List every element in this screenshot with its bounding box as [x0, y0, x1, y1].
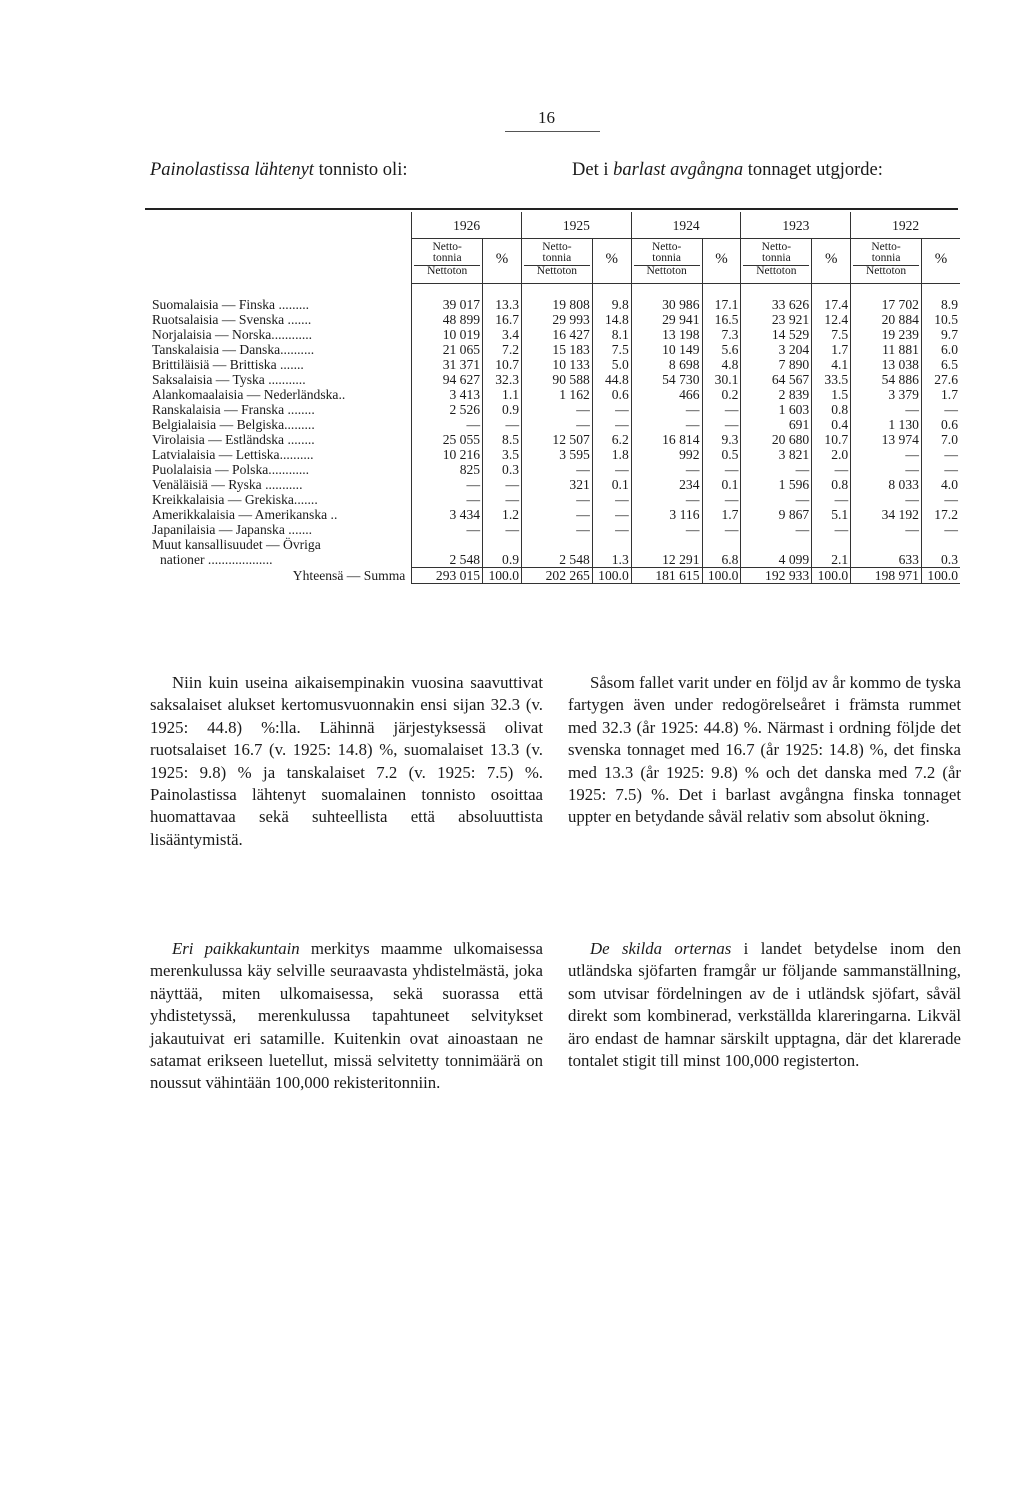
year-header: 1924 — [631, 212, 741, 239]
net-tonnage-cell: 54 886 — [851, 372, 922, 387]
table-row — [150, 432, 960, 447]
net-tonnage-cell: — — [851, 462, 922, 477]
heading-finnish — [150, 160, 407, 181]
percent-cell: — — [592, 507, 631, 522]
net-tonnage-header — [851, 239, 922, 284]
total-label: Yhteensä — Summa — [292, 568, 406, 583]
net-tonnage-cell: 3 595 — [522, 447, 593, 462]
net-tonnage-cell: 10 019 — [412, 327, 483, 342]
percent-cell: 1.7 — [812, 342, 851, 357]
net-tonnage-cell: — — [522, 492, 593, 507]
percent-cell: 1.7 — [921, 387, 960, 402]
percent-cell: 2.0 — [812, 447, 851, 462]
net-tonnage-cell: 466 — [631, 387, 702, 402]
nationality-label: Muut kansallisuudet — Övriga — [152, 537, 321, 552]
net-tonnage-cell: — — [522, 507, 593, 522]
percent-cell: — — [702, 402, 741, 417]
table-top-rule — [145, 208, 958, 210]
nationality-label: nationer ................... — [160, 552, 273, 568]
net-tonnage-cell: 691 — [741, 417, 812, 432]
percent-cell: — — [812, 522, 851, 537]
paragraph-finnish-2 — [150, 938, 543, 1095]
net-tonnage-cell: 29 993 — [522, 312, 593, 327]
percent-cell: — — [592, 402, 631, 417]
net-tonnage-cell: 19 808 — [522, 284, 593, 313]
table-row — [150, 417, 960, 432]
empty-cell — [483, 537, 522, 552]
percent-cell: 10.7 — [812, 432, 851, 447]
percent-header: % — [921, 239, 960, 284]
percent-cell: — — [702, 417, 741, 432]
table-total-row — [150, 568, 960, 584]
empty-cell — [522, 537, 593, 552]
nationality-label: Virolaisia — Estländska ........ — [152, 432, 315, 447]
table-row — [150, 387, 960, 402]
empty-cell — [921, 537, 960, 552]
net-tonnage-cell: 90 588 — [522, 372, 593, 387]
nationality-label: Venäläisiä — Ryska ........... — [152, 477, 303, 492]
net-tonnage-cell: 202 265 — [522, 568, 593, 584]
percent-cell: 6.0 — [921, 342, 960, 357]
net-tonnage-cell: — — [522, 417, 593, 432]
net-tonnage-cell: 19 239 — [851, 327, 922, 342]
net-tonnage-header-line: Netto- — [871, 241, 901, 253]
percent-cell: 0.5 — [702, 447, 741, 462]
net-tonnage-cell: 4 099 — [741, 552, 812, 568]
heading-finnish-rest: tonnisto oli: — [313, 160, 408, 180]
net-tonnage-cell: 14 529 — [741, 327, 812, 342]
percent-cell: 0.8 — [812, 477, 851, 492]
net-tonnage-header-line: Nettoton — [414, 265, 480, 277]
net-tonnage-cell: 181 615 — [631, 568, 702, 584]
net-tonnage-cell: 31 371 — [412, 357, 483, 372]
percent-cell: 0.6 — [921, 417, 960, 432]
net-tonnage-header-line: Netto- — [651, 241, 682, 253]
nationality-label: Suomalaisia — Finska ......... — [152, 296, 310, 312]
percent-cell: 0.8 — [812, 402, 851, 417]
percent-cell: — — [483, 417, 522, 432]
table-row — [150, 507, 960, 522]
net-tonnage-cell: — — [522, 522, 593, 537]
percent-header: % — [592, 239, 631, 284]
net-tonnage-cell: 2 548 — [412, 552, 483, 568]
percent-cell: 9.8 — [592, 284, 631, 313]
net-tonnage-cell: 825 — [412, 462, 483, 477]
net-tonnage-header — [631, 239, 702, 284]
percent-cell: — — [921, 402, 960, 417]
percent-header: % — [812, 239, 851, 284]
net-tonnage-cell: — — [522, 462, 593, 477]
percent-cell: 9.3 — [702, 432, 741, 447]
net-tonnage-cell: — — [412, 417, 483, 432]
percent-cell: 4.0 — [921, 477, 960, 492]
percent-cell: 0.1 — [592, 477, 631, 492]
empty-cell — [592, 537, 631, 552]
table-row — [150, 402, 960, 417]
table-row — [150, 284, 960, 313]
net-tonnage-cell: — — [631, 492, 702, 507]
percent-cell: 1.1 — [483, 387, 522, 402]
percent-cell: 8.9 — [921, 284, 960, 313]
percent-cell: 8.5 — [483, 432, 522, 447]
net-tonnage-cell: 15 183 — [522, 342, 593, 357]
percent-header: % — [483, 239, 522, 284]
percent-cell: — — [921, 492, 960, 507]
net-tonnage-cell: 8 033 — [851, 477, 922, 492]
net-tonnage-cell: — — [522, 402, 593, 417]
empty-cell — [812, 537, 851, 552]
net-tonnage-header-line: Netto- — [432, 241, 462, 253]
paragraph-swedish-1 — [568, 672, 961, 829]
net-tonnage-cell: 25 055 — [412, 432, 483, 447]
net-tonnage-header-line: tonnia — [432, 252, 462, 264]
percent-cell: — — [702, 462, 741, 477]
percent-cell: 12.4 — [812, 312, 851, 327]
percent-cell: 6.2 — [592, 432, 631, 447]
percent-cell: 0.3 — [483, 462, 522, 477]
net-tonnage-cell: 33 626 — [741, 284, 812, 313]
net-tonnage-cell: 7 890 — [741, 357, 812, 372]
net-tonnage-cell: 3 434 — [412, 507, 483, 522]
heading-swedish — [572, 160, 883, 181]
net-tonnage-header-line: Nettoton — [853, 265, 919, 277]
net-tonnage-cell: 64 567 — [741, 372, 812, 387]
net-tonnage-cell: — — [851, 447, 922, 462]
net-tonnage-cell: 2 548 — [522, 552, 593, 568]
net-tonnage-cell: — — [741, 492, 812, 507]
paragraph-swedish-2-rest: i landet betydelse inom den utländska sjöfarten framgår ur följande sammanställning, som utvisar fördelningen av de i utländsk sjöfart, såväl direkt som kombinerad, verkställda klareringarna. Likväl äro endast de hamnar särskilt upptagna, där det klarerade tontalet stigit till minst 100,000 registerton. — [568, 939, 961, 1071]
net-tonnage-cell: 39 017 — [412, 284, 483, 313]
net-tonnage-cell: 13 198 — [631, 327, 702, 342]
net-tonnage-cell: 30 986 — [631, 284, 702, 313]
net-tonnage-cell: 34 192 — [851, 507, 922, 522]
percent-cell: 7.5 — [592, 342, 631, 357]
percent-cell: 9.7 — [921, 327, 960, 342]
net-tonnage-header — [412, 239, 483, 284]
percent-cell: 7.2 — [483, 342, 522, 357]
percent-cell: — — [592, 522, 631, 537]
percent-cell: 0.6 — [592, 387, 631, 402]
percent-cell: 6.8 — [702, 552, 741, 568]
year-header: 1922 — [851, 212, 960, 239]
empty-cell — [851, 537, 922, 552]
percent-cell: 3.4 — [483, 327, 522, 342]
percent-cell: — — [921, 522, 960, 537]
table-row — [150, 492, 960, 507]
percent-cell: 5.1 — [812, 507, 851, 522]
net-tonnage-cell: 3 204 — [741, 342, 812, 357]
paragraph-swedish-2 — [568, 938, 961, 1072]
percent-cell: — — [483, 477, 522, 492]
percent-cell: 16.7 — [483, 312, 522, 327]
net-tonnage-cell: 2 839 — [741, 387, 812, 402]
net-tonnage-header-line: Nettoton — [743, 265, 809, 277]
net-tonnage-cell: 54 730 — [631, 372, 702, 387]
nationality-label: Brittiläisiä — Brittiska ....... — [152, 357, 304, 372]
nationality-label: Tanskalaisia — Danska.......... — [152, 342, 315, 357]
percent-cell: 17.1 — [702, 284, 741, 313]
percent-cell: 0.9 — [483, 402, 522, 417]
net-tonnage-cell: — — [741, 522, 812, 537]
table-row-other-line2 — [150, 552, 960, 568]
net-tonnage-cell: 192 933 — [741, 568, 812, 584]
net-tonnage-header-line: tonnia — [542, 252, 572, 264]
empty-cell — [412, 537, 483, 552]
table-row — [150, 342, 960, 357]
net-tonnage-cell: 21 065 — [412, 342, 483, 357]
net-tonnage-cell: — — [851, 522, 922, 537]
percent-cell: 8.1 — [592, 327, 631, 342]
table-row-other-line1 — [150, 537, 960, 552]
percent-cell: 2.1 — [812, 552, 851, 568]
percent-cell: — — [812, 462, 851, 477]
percent-cell: 30.1 — [702, 372, 741, 387]
percent-cell: 1.8 — [592, 447, 631, 462]
net-tonnage-cell: 3 379 — [851, 387, 922, 402]
nationality-label: Amerikkalaisia — Amerikanska .. — [152, 507, 338, 522]
percent-cell: 4.8 — [702, 357, 741, 372]
net-tonnage-cell: — — [741, 462, 812, 477]
net-tonnage-cell: 1 596 — [741, 477, 812, 492]
subheader-row — [150, 239, 960, 284]
percent-cell: — — [702, 522, 741, 537]
percent-cell: 6.5 — [921, 357, 960, 372]
net-tonnage-header — [522, 239, 593, 284]
net-tonnage-cell: 321 — [522, 477, 593, 492]
table-body — [150, 284, 960, 584]
net-tonnage-header-line: Netto- — [761, 241, 792, 253]
percent-cell: — — [702, 492, 741, 507]
nationality-label: Latvialaisia — Lettiska.......... — [152, 447, 314, 462]
net-tonnage-cell: 3 413 — [412, 387, 483, 402]
percent-cell: 100.0 — [921, 568, 960, 584]
page-number: 16 — [538, 108, 555, 127]
net-tonnage-cell: — — [412, 477, 483, 492]
percent-cell: 1.3 — [592, 552, 631, 568]
percent-cell: 3.5 — [483, 447, 522, 462]
net-tonnage-cell: 293 015 — [412, 568, 483, 584]
net-tonnage-cell: 1 603 — [741, 402, 812, 417]
empty-cell — [702, 537, 741, 552]
percent-cell: 5.0 — [592, 357, 631, 372]
table-row — [150, 462, 960, 477]
nationality-label: Norjalaisia — Norska............ — [152, 327, 313, 342]
percent-cell: 32.3 — [483, 372, 522, 387]
paragraph-finnish-1 — [150, 672, 543, 851]
paragraph-finnish-1-text: Niin kuin useina aikaisempinakin vuosina saavuttivat saksalaiset alukset kertomusvuonnakin ensi sijan 32.3 (v. 1925: 44.8) %:lla. Lähinnä järjestyksessä olivat ruotsalaiset 16.7 (v. 1925: 14.8) %, suomalaiset 13.3 (v. 1925: 9.8) % ja tanskalaiset 7.2 (v. 1925: 7.5) %. Painolastissa lähtenyt suomalainen tonnisto osoittaa huomattavaa sekä suhteellista että absoluuttista lisääntymistä. — [150, 673, 543, 849]
table-row — [150, 327, 960, 342]
percent-cell: 0.9 — [483, 552, 522, 568]
year-header: 1925 — [522, 212, 632, 239]
net-tonnage-cell: 11 881 — [851, 342, 922, 357]
net-tonnage-cell: — — [631, 402, 702, 417]
net-tonnage-cell: 3 821 — [741, 447, 812, 462]
percent-cell: 1.7 — [702, 507, 741, 522]
tonnage-table — [150, 212, 960, 584]
percent-cell: 44.8 — [592, 372, 631, 387]
net-tonnage-cell: 29 941 — [631, 312, 702, 327]
percent-cell: 33.5 — [812, 372, 851, 387]
net-tonnage-header — [741, 239, 812, 284]
nationality-label: Belgialaisia — Belgiska......... — [152, 417, 315, 432]
table-row — [150, 477, 960, 492]
net-tonnage-cell: 234 — [631, 477, 702, 492]
year-header: 1923 — [741, 212, 851, 239]
percent-cell: 100.0 — [702, 568, 741, 584]
net-tonnage-cell: 20 884 — [851, 312, 922, 327]
paragraph-swedish-1-text: Såsom fallet varit under en följd av år kommo de tyska fartygen även under redogörelseåret i främsta rummet med 32.3 (år 1925: 44.8) %. Närmast i ordning följde det svenska tonnaget med 16.7 (år 1925: 14.8) %, det finska med 13.3 (år 1925: 9.8) % och det danska med 7.2 (år 1925: 7.5) %. Det i barlast avgångna finska tonnaget uppter en betydande såväl relativ som absolut ökning. — [568, 673, 961, 827]
percent-cell: — — [483, 492, 522, 507]
heading-swedish-rest: tonnaget utgjorde: — [743, 160, 883, 180]
net-tonnage-cell: 3 116 — [631, 507, 702, 522]
net-tonnage-cell: 1 162 — [522, 387, 593, 402]
net-tonnage-cell: — — [631, 417, 702, 432]
net-tonnage-cell: 13 974 — [851, 432, 922, 447]
net-tonnage-cell: 13 038 — [851, 357, 922, 372]
net-tonnage-cell: 992 — [631, 447, 702, 462]
net-tonnage-cell: 2 526 — [412, 402, 483, 417]
percent-cell: — — [483, 522, 522, 537]
net-tonnage-cell: — — [851, 492, 922, 507]
net-tonnage-cell: 94 627 — [412, 372, 483, 387]
percent-cell: 7.5 — [812, 327, 851, 342]
nationality-label: Alankomaalaisia — Nederländska.. — [152, 387, 346, 402]
percent-cell: — — [921, 447, 960, 462]
nationality-label: Puolalaisia — Polska............ — [152, 462, 310, 477]
net-tonnage-cell: 17 702 — [851, 284, 922, 313]
percent-cell: 0.4 — [812, 417, 851, 432]
year-header-row — [150, 212, 960, 239]
percent-cell: 100.0 — [592, 568, 631, 584]
net-tonnage-cell: 8 698 — [631, 357, 702, 372]
percent-cell: 5.6 — [702, 342, 741, 357]
net-tonnage-header-line: Nettoton — [634, 265, 700, 277]
percent-cell: 7.3 — [702, 327, 741, 342]
table-row — [150, 372, 960, 387]
percent-cell: — — [921, 462, 960, 477]
nationality-label: Saksalaisia — Tyska ........... — [152, 372, 306, 387]
percent-cell: 16.5 — [702, 312, 741, 327]
net-tonnage-cell: 16 427 — [522, 327, 593, 342]
net-tonnage-cell: 1 130 — [851, 417, 922, 432]
percent-cell: 100.0 — [812, 568, 851, 584]
net-tonnage-cell: 12 507 — [522, 432, 593, 447]
net-tonnage-header-line: tonnia — [761, 252, 791, 264]
heading-finnish-italic: Painolastissa lähtenyt — [150, 160, 314, 180]
percent-cell: 10.5 — [921, 312, 960, 327]
net-tonnage-cell: 198 971 — [851, 568, 922, 584]
net-tonnage-cell: 10 133 — [522, 357, 593, 372]
net-tonnage-cell: 23 921 — [741, 312, 812, 327]
heading-swedish-italic: barlast avgångna — [613, 160, 744, 180]
percent-cell: 7.0 — [921, 432, 960, 447]
empty-cell — [741, 537, 812, 552]
net-tonnage-cell: — — [851, 402, 922, 417]
net-tonnage-header-line: Netto- — [542, 241, 572, 253]
net-tonnage-header-line: tonnia — [652, 252, 681, 264]
percent-cell: 27.6 — [921, 372, 960, 387]
nationality-label: Japanilaisia — Japanska ....... — [152, 522, 313, 537]
percent-cell: 17.4 — [812, 284, 851, 313]
percent-cell: 0.3 — [921, 552, 960, 568]
percent-cell: 0.2 — [702, 387, 741, 402]
percent-cell: 0.1 — [702, 477, 741, 492]
percent-cell: 14.8 — [592, 312, 631, 327]
net-tonnage-cell: 10 149 — [631, 342, 702, 357]
percent-cell: 1.2 — [483, 507, 522, 522]
percent-cell: 13.3 — [483, 284, 522, 313]
page-number-rule — [505, 131, 600, 132]
net-tonnage-cell: — — [412, 522, 483, 537]
paragraph-swedish-2-italic: De skilda orternas — [590, 939, 732, 958]
table-row — [150, 447, 960, 462]
nationality-label: Ranskalaisia — Franska ........ — [152, 402, 315, 417]
year-header: 1926 — [412, 212, 522, 239]
percent-cell: 17.2 — [921, 507, 960, 522]
net-tonnage-cell: 48 899 — [412, 312, 483, 327]
percent-cell: — — [592, 462, 631, 477]
net-tonnage-cell: — — [412, 492, 483, 507]
net-tonnage-cell: 633 — [851, 552, 922, 568]
percent-cell: 1.5 — [812, 387, 851, 402]
net-tonnage-cell: 10 216 — [412, 447, 483, 462]
paragraph-finnish-2-italic: Eri paikkakuntain — [172, 939, 300, 958]
net-tonnage-header-line: tonnia — [871, 252, 901, 264]
table-row — [150, 522, 960, 537]
percent-cell: 4.1 — [812, 357, 851, 372]
percent-cell: 100.0 — [483, 568, 522, 584]
net-tonnage-header-line: Nettoton — [524, 265, 590, 277]
table-row — [150, 312, 960, 327]
percent-cell: — — [592, 492, 631, 507]
net-tonnage-cell: — — [631, 462, 702, 477]
net-tonnage-cell: — — [631, 522, 702, 537]
nationality-label: Ruotsalaisia — Svenska ....... — [152, 312, 312, 327]
empty-cell — [631, 537, 702, 552]
table-row — [150, 357, 960, 372]
net-tonnage-cell: 9 867 — [741, 507, 812, 522]
heading-swedish-before: Det i — [572, 160, 614, 180]
percent-cell: — — [812, 492, 851, 507]
percent-header: % — [702, 239, 741, 284]
net-tonnage-cell: 20 680 — [741, 432, 812, 447]
percent-cell: 10.7 — [483, 357, 522, 372]
percent-cell: — — [592, 417, 631, 432]
net-tonnage-cell: 16 814 — [631, 432, 702, 447]
nationality-label: Kreikkalaisia — Grekiska....... — [152, 492, 318, 507]
net-tonnage-cell: 12 291 — [631, 552, 702, 568]
paragraph-finnish-2-rest: merkitys maamme ulkomaisessa merenkulussa käy selville seuraavasta yhdistelmästä, joka näyttää, miten ulkomaisessa, sekä suorassa että yhdistetyssä, merenkulussa tapahtuneet selvitykset jakautuivat eri satamille. Kuitenkin ovat ainoastaan ne satamat erikseen luetellut, missä selvitetty tonnimäärä on noussut vähintään 100,000 rekisteritonniin. — [150, 939, 543, 1093]
